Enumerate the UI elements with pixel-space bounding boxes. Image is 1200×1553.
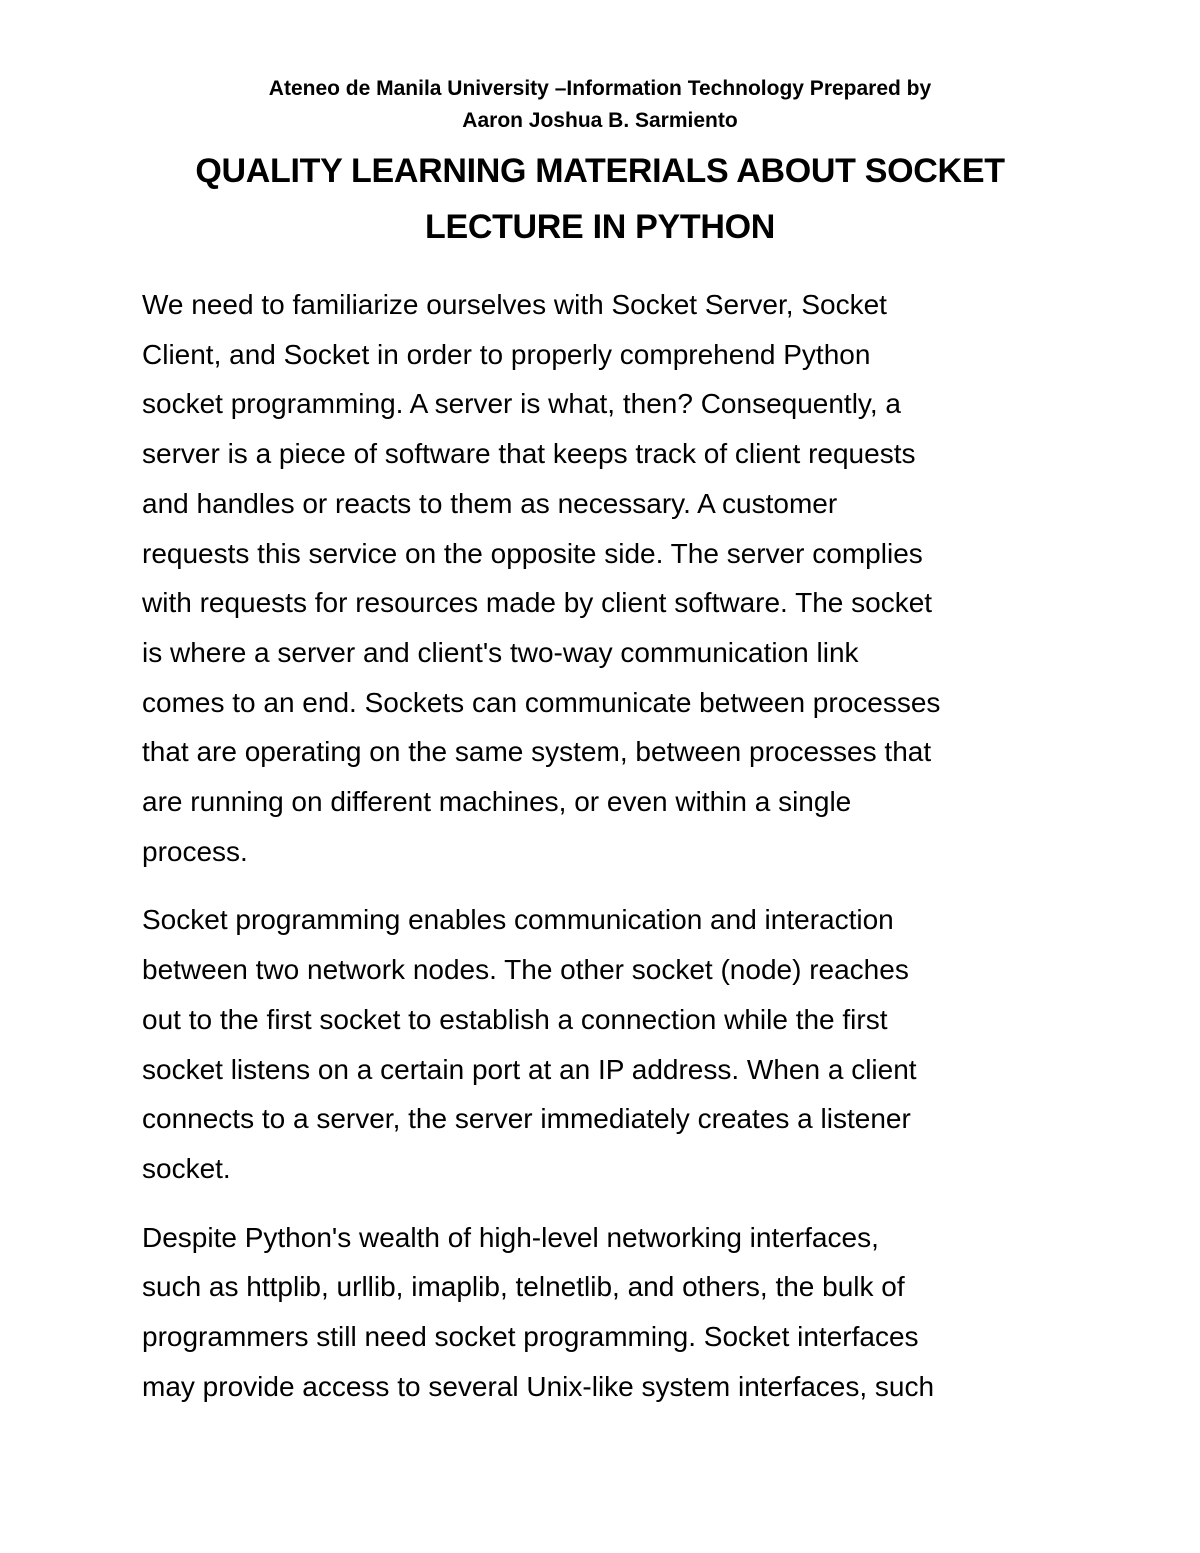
paragraph-line: that are operating on the same system, between processes that bbox=[142, 736, 932, 768]
header-line-2: Aaron Joshua B. Sarmiento bbox=[462, 109, 738, 132]
document-header bbox=[0, 73, 1200, 137]
paragraph-1 bbox=[142, 280, 1072, 876]
paragraph-line: is where a server and client's two-way communication link bbox=[142, 636, 859, 668]
paragraph-line: between two network nodes. The other socket (node) reaches bbox=[142, 954, 909, 986]
paragraph-2 bbox=[142, 895, 1072, 1193]
paragraph-line: may provide access to several Unix-like system interfaces, such bbox=[142, 1370, 935, 1402]
paragraph-line: with requests for resources made by client software. The socket bbox=[142, 587, 933, 619]
paragraph-line: socket programming. A server is what, then? Consequently, a bbox=[142, 388, 901, 420]
paragraph-line: We need to familiarize ourselves with Socket Server, Socket bbox=[142, 289, 887, 320]
title-line-2: LECTURE IN PYTHON bbox=[424, 208, 776, 246]
paragraph-line: connects to a server, the server immediately creates a listener bbox=[142, 1103, 911, 1135]
paragraph-line: programmers still need socket programming. Socket interfaces bbox=[142, 1321, 919, 1353]
title-line-1: QUALITY LEARNING MATERIALS ABOUT SOCKET bbox=[195, 152, 1005, 190]
paragraph-line: process. bbox=[142, 835, 248, 867]
paragraph-line: socket listens on a certain port at an IP address. When a client bbox=[142, 1053, 917, 1085]
paragraph-line: and handles or reacts to them as necessary. A customer bbox=[142, 487, 838, 519]
paragraph-line: such as httplib, urllib, imaplib, telnetlib, and others, the bulk of bbox=[142, 1271, 905, 1303]
paragraph-3 bbox=[142, 1213, 1072, 1412]
paragraph-line: Client, and Socket in order to properly comprehend Python bbox=[142, 338, 871, 370]
header-line-1: Ateneo de Manila University –Information Technology Prepared by bbox=[268, 77, 932, 100]
paragraph-line: are running on different machines, or even within a single bbox=[142, 786, 852, 818]
paragraph-line: server is a piece of software that keeps track of client requests bbox=[142, 438, 916, 470]
document-title bbox=[0, 143, 1200, 255]
paragraph-line: Socket programming enables communication and interaction bbox=[142, 904, 894, 936]
paragraph-line: Despite Python's wealth of high-level networking interfaces, bbox=[142, 1221, 879, 1253]
paragraph-line: socket. bbox=[142, 1152, 231, 1184]
paragraph-line: comes to an end. Sockets can communicate between processes bbox=[142, 686, 941, 718]
paragraph-line: requests this service on the opposite side. The server complies bbox=[142, 537, 923, 569]
paragraph-line: out to the first socket to establish a connection while the first bbox=[142, 1003, 888, 1035]
document-body bbox=[142, 280, 1072, 1430]
